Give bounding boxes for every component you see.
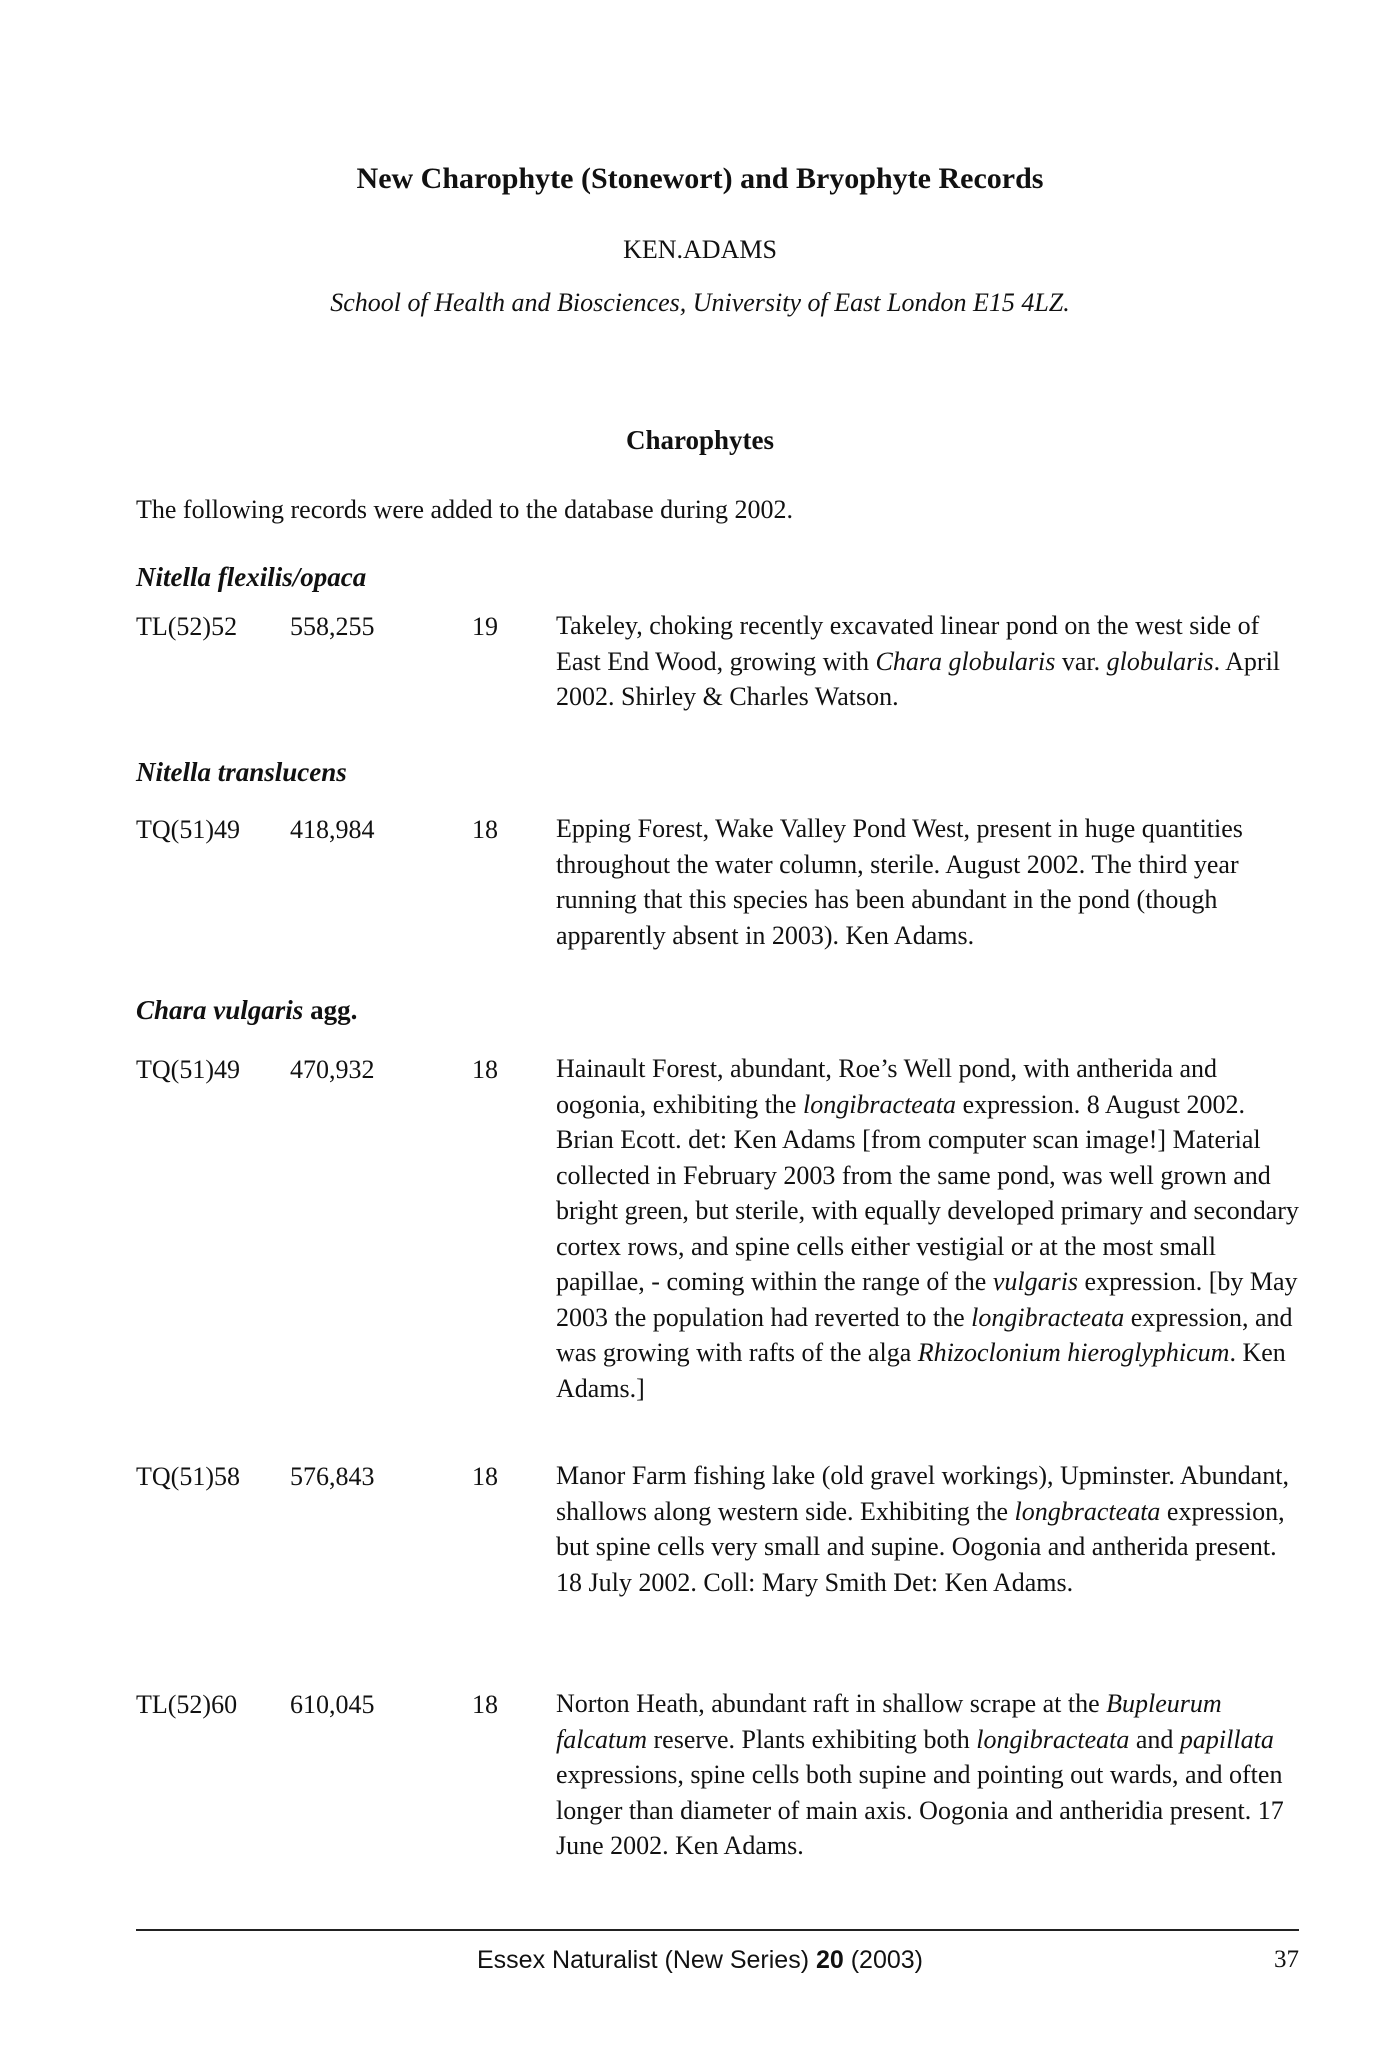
desc-text: . Ken Adams.]	[556, 1338, 1286, 1403]
coordinates: 610,045	[290, 1690, 375, 1719]
desc-text: reserve. Plants exhibiting both	[647, 1724, 977, 1754]
desc-taxon: vulgaris	[992, 1267, 1079, 1296]
desc-text: expressions, spine cells both supine and pointing out wards, and often longer than diameter of main axis. Oogonia and antheridia present. 17 June 2002. Ken Adams.	[556, 1760, 1284, 1860]
grid-reference: TL(52)52	[136, 612, 238, 641]
desc-text: . April 2002. Shirley & Charles Watson.	[556, 646, 1281, 711]
desc-text: Hainault Forest, abundant, Roe’s Well pond, with antherida and oogonia, exhibiting the	[556, 1054, 1218, 1119]
coordinates: 470,932	[290, 1055, 375, 1084]
journal-volume: 20	[815, 1946, 844, 1974]
species-heading-nitella-flexilis-opaca	[136, 562, 366, 593]
desc-text: Manor Farm fishing lake (old gravel workings), Upminster. Abundant, shallows along western side. Exhibiting the	[556, 1461, 1289, 1526]
coordinates: 418,984	[290, 815, 375, 844]
species-heading-nitella-translucens	[136, 757, 347, 788]
record-description	[556, 1051, 1306, 1406]
species-name: Nitella translucens	[136, 757, 347, 787]
grid-reference: TL(52)60	[136, 1690, 238, 1719]
desc-taxon: longbracteata	[1014, 1496, 1161, 1526]
coordinates: 558,255	[290, 612, 375, 641]
record-description	[556, 1458, 1306, 1600]
desc-taxon: Rhizoclonium hieroglyphicum	[917, 1338, 1230, 1367]
species-name: Chara vulgaris	[136, 995, 304, 1025]
journal-year: (2003)	[843, 1946, 923, 1974]
record-description	[556, 1686, 1306, 1864]
desc-text: expression. [by May 2003 the population had reverted to the	[556, 1267, 1298, 1332]
desc-taxon: longibracteata	[802, 1089, 957, 1119]
desc-text: Takeley, choking recently excavated linear pond on the west side of East End Wood, growing with	[556, 611, 1260, 676]
grid-reference: TQ(51)49	[136, 1055, 240, 1084]
desc-taxon: papillata	[1179, 1724, 1274, 1754]
vice-county: 19	[472, 612, 498, 641]
vice-county: 18	[472, 815, 498, 844]
desc-text: expression, and was growing with rafts of the alga	[556, 1302, 1293, 1367]
desc-taxon: Chara globularis	[875, 646, 1056, 676]
author-name: KEN.ADAMS	[623, 235, 777, 264]
journal-citation	[0, 1946, 1400, 1975]
desc-text: and	[1129, 1724, 1180, 1754]
author-affiliation: School of Health and Biosciences, University of East London E15 4LZ.	[330, 288, 1070, 317]
species-heading-chara-vulgaris	[136, 995, 357, 1026]
vice-county: 18	[472, 1462, 498, 1491]
journal-name: Essex Naturalist (New Series)	[476, 1946, 816, 1974]
footer-divider	[136, 1929, 1299, 1931]
article-title: New Charophyte (Stonewort) and Bryophyte Records	[356, 162, 1044, 195]
page-number: 37	[1274, 1946, 1299, 1973]
desc-taxon: globularis	[1106, 646, 1214, 676]
species-name: Nitella flexilis/opaca	[136, 562, 367, 592]
desc-taxon: longibracteata	[971, 1302, 1125, 1332]
desc-text: expression. 8 August 2002. Brian Ecott. det: Ken Adams [from computer scan image!] Material collected in February 2003 from the same pond, was well grown and bright green, but sterile, with equally developed primary and secondary cortex rows, and spine cells either vestigial or at the most small papillae, - coming within the range of the	[556, 1089, 1299, 1296]
vice-county: 18	[472, 1055, 498, 1084]
desc-text: expression, but spine cells very small and supine. Oogonia and antherida present. 18 July 2002. Coll: Mary Smith Det: Ken Adams.	[556, 1496, 1285, 1597]
desc-text: Epping Forest, Wake Valley Pond West, present in huge quantities throughout the water column, sterile. August 2002. The third year running that this species has been abundant in the pond (though apparently absent in 2003). Ken Adams.	[556, 814, 1243, 950]
desc-text: Norton Heath, abundant raft in shallow scrape at the	[556, 1689, 1107, 1718]
section-heading: Charophytes	[625, 425, 775, 455]
coordinates: 576,843	[290, 1462, 375, 1491]
vice-county: 18	[472, 1690, 498, 1719]
intro-paragraph: The following records were added to the database during 2002.	[136, 495, 794, 524]
species-suffix: agg.	[303, 995, 358, 1025]
desc-taxon: Bupleurum falcatum	[556, 1689, 1222, 1754]
record-description	[556, 608, 1306, 715]
grid-reference: TQ(51)58	[136, 1462, 240, 1491]
desc-text: var.	[1055, 646, 1107, 676]
record-description	[556, 811, 1306, 953]
desc-taxon: longibracteata	[976, 1724, 1130, 1754]
grid-reference: TQ(51)49	[136, 815, 240, 844]
